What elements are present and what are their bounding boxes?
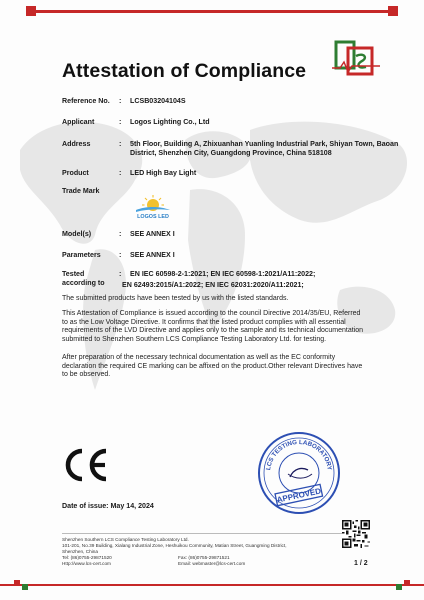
issue-date: Date of issue: May 14, 2024 (62, 502, 154, 510)
approval-stamp (256, 430, 342, 516)
corner-mark (26, 6, 36, 16)
address-value: 5th Floor, Building A, Zhixuanhan Yuanling Industrial Park, Shiyan Town, Baoan District, Shenzhen City, Guangdong Province, China 518108 (130, 140, 399, 158)
field-label: Parameters (62, 251, 101, 259)
colon: : (119, 118, 122, 126)
standards-line1: EN IEC 60598-2-1:2021; EN IEC 60598-1:2021/A11:2022; (130, 270, 316, 278)
stamp-bottom-text: APPROVED (275, 486, 322, 505)
footer-email: Email: webmaster@lcs-cert.com (178, 561, 246, 566)
top-border (36, 10, 388, 13)
footer-company: Shenzhen Southern LCS Compliance Testing Laboratory Ltd. (62, 537, 189, 542)
footer-separator (62, 533, 362, 534)
field-label: Trade Mark (62, 187, 100, 195)
footer-address-1: 101-201, No.39 Building, Xialang Industrial Zone, Heshuikou Community, Matian Street, Guangming District, (62, 543, 287, 548)
colon: : (119, 140, 122, 148)
submitted-statement: The submitted products have been tested by us with the listed standards. (62, 295, 289, 302)
reference-value: LCSB03204104S (130, 97, 186, 105)
page-number: 1 / 2 (354, 560, 368, 567)
attestation-statement: This Attestation of Compliance is issued according to the council Directive 2014/35/EU, Referred to as the Low Voltage Directive. It confirms that the listed product complies with all essential requirements of the LVD Directive and applies only to the sample and its technical documentation submitted to Shenzhen Southern LCS Compliance Testing Laboratory Ltd. for testing. (62, 310, 364, 344)
footer-address-2: Shenzhen, China (62, 549, 98, 554)
models-value: SEE ANNEX I (130, 230, 175, 238)
colon: : (119, 270, 122, 278)
standards-line2: EN 62493:2015/A1:2022; EN IEC 62031:2020/A11:2021; (122, 281, 304, 290)
trademark-logo-text: LOGOS LED (137, 214, 169, 220)
after-statement: After preparation of the necessary technical documentation as well as the EC conformity declaration the required CE marking can be affixed on the product.Other relevant Directives have to be observed. (62, 354, 363, 379)
field-label (62, 270, 118, 288)
bottom-decorative-band (0, 578, 424, 592)
qr-code (342, 520, 370, 548)
applicant-value: Logos Lighting Co., Ltd (130, 118, 210, 126)
footer-fax: Fax: (86)0755-29871521 (178, 555, 230, 560)
tested-label-line1: Tested (62, 270, 85, 278)
footer-web: Http://www.lcs-cert.com (62, 561, 111, 566)
stamp-top-text: LCS TESTING LABORATORY (265, 438, 333, 471)
colon: : (119, 230, 122, 238)
colon: : (119, 251, 122, 259)
field-label: Address (62, 140, 91, 148)
tested-label-line2: according to (62, 279, 105, 288)
logos-led-trademark-logo (130, 194, 176, 220)
footer-tel: Tel: (86)0755-29871520 (62, 555, 112, 560)
page-title: Attestation of Compliance (62, 60, 307, 82)
tested-standards (122, 270, 422, 290)
ce-mark-icon (60, 445, 110, 485)
field-label: Model(s) (62, 230, 92, 238)
parameters-value: SEE ANNEX I (130, 251, 175, 259)
colon: : (119, 97, 122, 105)
field-label: Product (62, 169, 89, 177)
field-label: Applicant (62, 118, 95, 126)
field-label: Reference No. (62, 97, 110, 105)
colon: : (119, 169, 122, 177)
corner-mark (388, 6, 398, 16)
lcs-logo (330, 38, 382, 80)
svg-text:LCS TESTING LABORATORY (265, 439, 333, 472)
product-value: LED High Bay Light (130, 169, 197, 177)
